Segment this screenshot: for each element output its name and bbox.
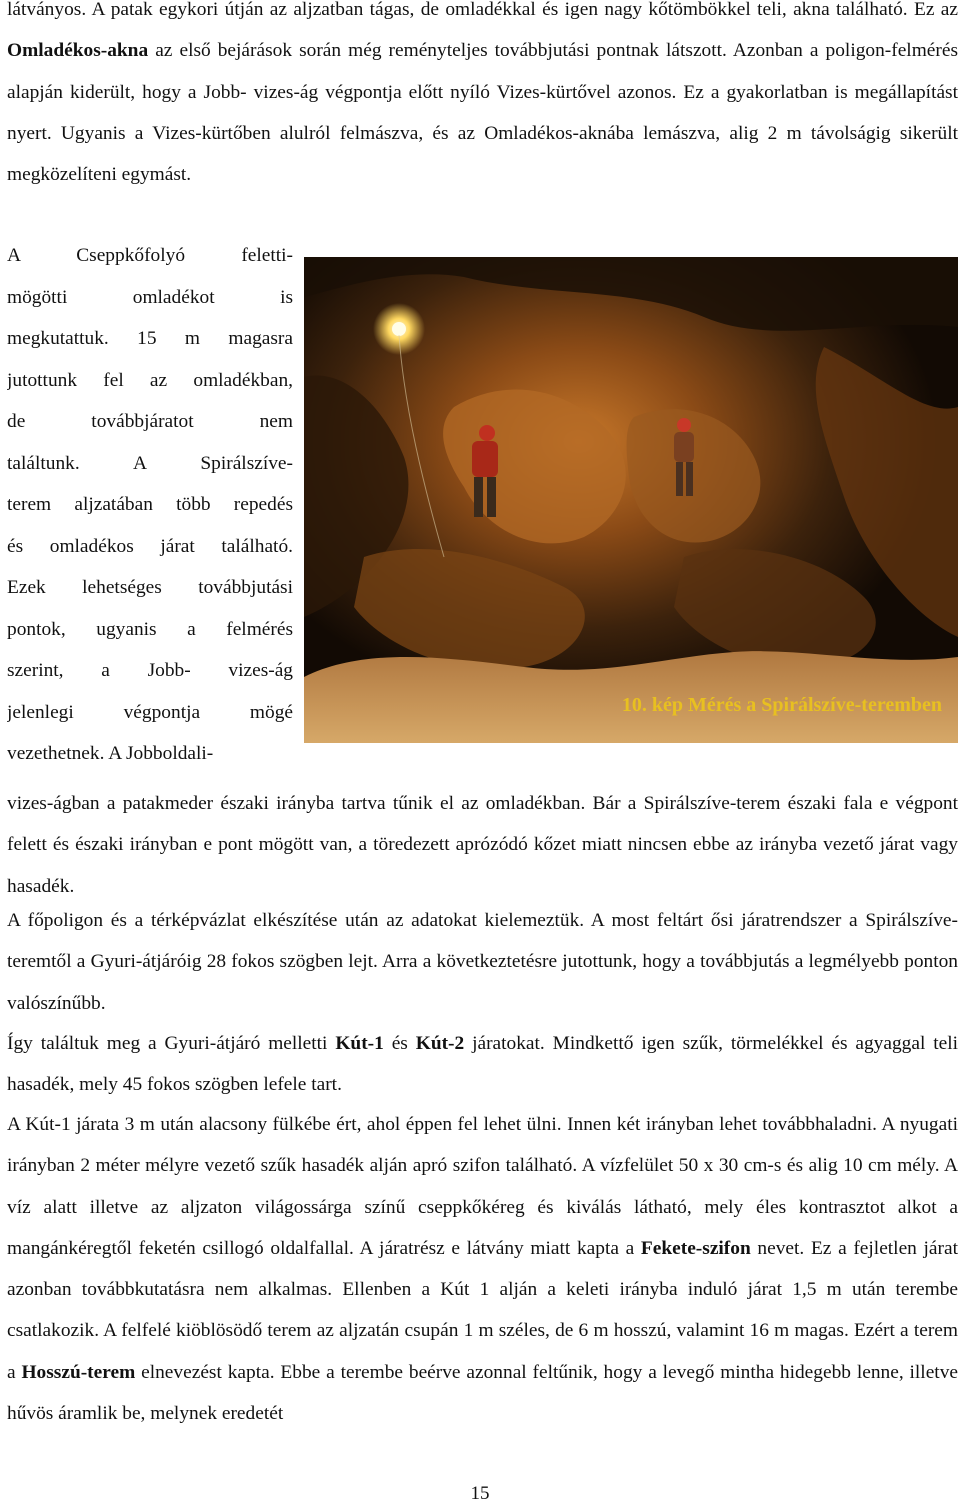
paragraph-5-text-a: A Kút-1 járata 3 m után alacsony fülkébe ért, ahol éppen fel lehet ülni. Innen két irányban lehet továbbhaladni. A nyugati irányban 2 méter mélyre vezető szűk hasadék alján apró szifon található. A vízfelület 50 x 30 cm-s és alig 10 cm mély. A víz alatt illetve az aljzaton világossárga színű cseppkőkéreg és kiválás látható, mely éles kontrasztot alkot a mangánkéregtől feketén csillogó oldalfallal. A járatrész e látvány miatt kapta a [7, 1114, 958, 1259]
kut-1-term: Kút-1 [335, 1033, 384, 1054]
left-line: de továbbjáratot nem [7, 411, 293, 432]
paragraph-5-text-c: elnevezést kapta. Ebbe a terembe beérve azonnal feltűnik, hogy a levegő mintha hidegebb lenne, illetve hűvös áramlik be, melynek eredetét [7, 1361, 958, 1425]
left-line: mögötti omladékot is [7, 286, 293, 308]
paragraph-4 [7, 1023, 958, 1106]
paragraph-4-text-b: és [383, 1033, 416, 1054]
paragraph-5 [7, 1104, 958, 1434]
left-line: szerint, a Jobb- vizes-ág [7, 660, 293, 681]
kut-2-term: Kút-2 [415, 1033, 465, 1054]
paragraph-3: A főpoligon és a térképvázlat elkészítése után az adatokat kielemeztük. A most feltárt ősi járatrendszer a Spirálszíve-teremtől a Gyuri-átjáróig 28 fokos szögben lejt. Arra a következtetésre jutottunk, hogy a továbbjutás a legmélyebb ponton valószínűbb. [7, 910, 958, 1014]
page-number: 15 [470, 1483, 490, 1504]
photo-caption: 10. kép Mérés a Spirálszíve-teremben [621, 694, 942, 716]
omladekos-akna-term: Omladékos-akna [7, 40, 149, 62]
left-line: pontok, ugyanis a felmérés [7, 618, 293, 640]
left-line: jutottunk fel az omladékban, [7, 369, 293, 391]
wrapped-text-column [7, 235, 293, 775]
left-line: A Cseppkőfolyó feletti- [7, 245, 293, 266]
paragraph-1 [7, 0, 958, 195]
left-line: Ezek lehetséges továbbjutási [7, 577, 293, 598]
left-line: és omladékos járat található. [7, 535, 293, 557]
fekete-szifon-term: Fekete-szifon [640, 1237, 751, 1259]
left-line: találtunk. A Spirálszíve- [7, 452, 293, 474]
left-line: vezethetnek. A Jobboldali- [7, 743, 214, 764]
paragraph-4-text-c: járatokat. Mindkettő igen szűk, törmelékkel és agyaggal teli hasadék, mely 45 fokos szögben lefele tart. [7, 1033, 958, 1096]
cave-photo-illustration [304, 257, 958, 743]
left-line: jelenlegi végpontja mögé [7, 701, 293, 723]
paragraph-1-text-a: látványos. A patak egykori útján az aljzatban tágas, de omladékkal és igen nagy kőtömbökkel teli, akna található. Ez az [7, 0, 958, 20]
paragraph-4-text-a: Így találtuk meg a Gyuri-átjáró melletti [7, 1033, 336, 1054]
cave-photo [304, 257, 958, 743]
hosszu-terem-term: Hosszú-terem [21, 1361, 136, 1383]
left-line: terem aljzatában több repedés [7, 494, 293, 515]
paragraph-5-text-b: nevet. Ez a fejletlen járat azonban továbbkutatásra nem alkalmas. Ellenben a Kút 1 alján a keleti irányba induló járat 1,5 m után terembe csatlakozik. A felfelé kiöblösödő terem az aljzatán csupán 1 m széles, de 6 m hosszú, valamint 16 m magas. Ezért a terem a [7, 1237, 958, 1383]
paragraph-2: vizes-ágban a patakmeder északi irányba tartva tűnik el az omladékban. Bár a Spirálszíve-terem északi fala e végpont felett és északi irányban e pont mögött van, a töredezett aprózódó kőzet miatt nincsen ebbe az irányba vezető járat vagy hasadék. [7, 793, 958, 897]
left-line: megkutattuk. 15 m magasra [7, 328, 293, 349]
paragraph-1-text-b: az első bejárások során még reményteljes továbbjutási pontnak látszott. Azonban a poligon-felmérés alapján kiderült, hogy a Jobb- vizes-ág végpontja előtt nyíló Vizes-kürtővel azonos. Ez a gyakorlatban is megállapítást nyert. Ugyanis a Vizes-kürtőben alulról felmászva, és az Omladékos-aknába lemászva, alig 2 m távolságig sikerült megközelíteni egymást. [7, 40, 958, 186]
